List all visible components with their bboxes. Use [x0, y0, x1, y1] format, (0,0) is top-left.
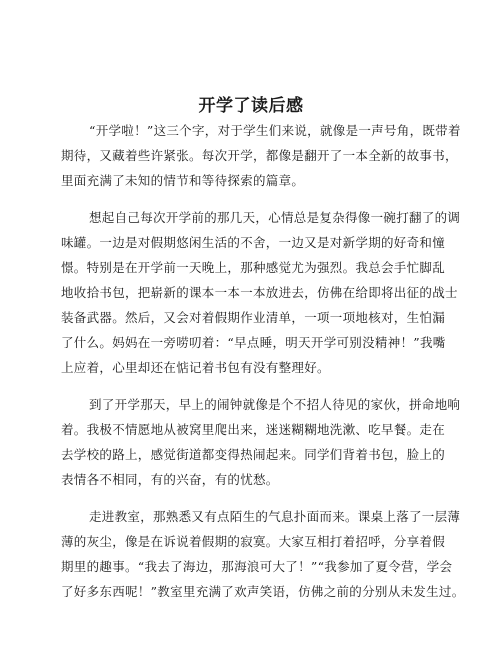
text-line: 装备武器。然后，又会对着假期作业清单，一项一项地核对，生怕漏: [61, 310, 446, 325]
text-line: 了好多东西呢！”教室里充满了欢声笑语，仿佛之前的分别从未发生过。: [61, 584, 465, 599]
text-line: “开学啦！”这三个字，对于学生们来说，就像是一声号角，既带着: [89, 123, 461, 138]
text-line: 憬。特别是在开学前一天晚上，那种感觉尤为强烈。我总会手忙脚乱: [61, 260, 446, 275]
text-line: 上应着，心里却还在惦记着书包有没有整理好。: [61, 360, 330, 375]
text-line: 了什么。妈妈在一旁唠叨着：“早点睡，明天开学可别没精神！”我嘴: [61, 335, 446, 350]
text-line: 期待，又藏着些许紧张。每次开学，都像是翻开了一本全新的故事书，: [61, 148, 458, 163]
text-line: 薄的灰尘，像是在诉说着假期的寂寞。大家互相打着招呼，分享着假: [61, 534, 446, 549]
text-line: 走进教室，那熟悉又有点陌生的气息扑面而来。课桌上落了一层薄: [89, 509, 461, 524]
text-line: 期里的趣事。“我去了海边，那海浪可大了！”“我参加了夏令营，学会: [61, 559, 453, 574]
text-line: 去学校的路上，感觉街道都变得热闹起来。同学们背着书包，脸上的: [61, 447, 446, 462]
text-line: 味罐。一边是对假期悠闲生活的不舍，一边又是对新学期的好奇和憧: [61, 235, 446, 250]
text-line: 想起自己每次开学前的那几天，心情总是复杂得像一碗打翻了的调: [89, 210, 461, 225]
document-title: 开学了读后感: [198, 96, 304, 116]
text-line: 里面充满了未知的情节和等待探索的篇章。: [61, 173, 305, 188]
text-line: 到了开学那天，早上的闹钟就像是个不招人待见的家伙，拼命地响: [89, 397, 461, 412]
text-line: 着。我极不情愿地从被窝里爬出来，迷迷糊糊地洗漱、吃早餐。走在: [61, 422, 446, 437]
text-line: 表情各不相同，有的兴奋，有的忧愁。: [61, 472, 279, 487]
text-line: 地收拾书包，把崭新的课本一本一本放进去，仿佛在给即将出征的战士: [61, 285, 458, 300]
